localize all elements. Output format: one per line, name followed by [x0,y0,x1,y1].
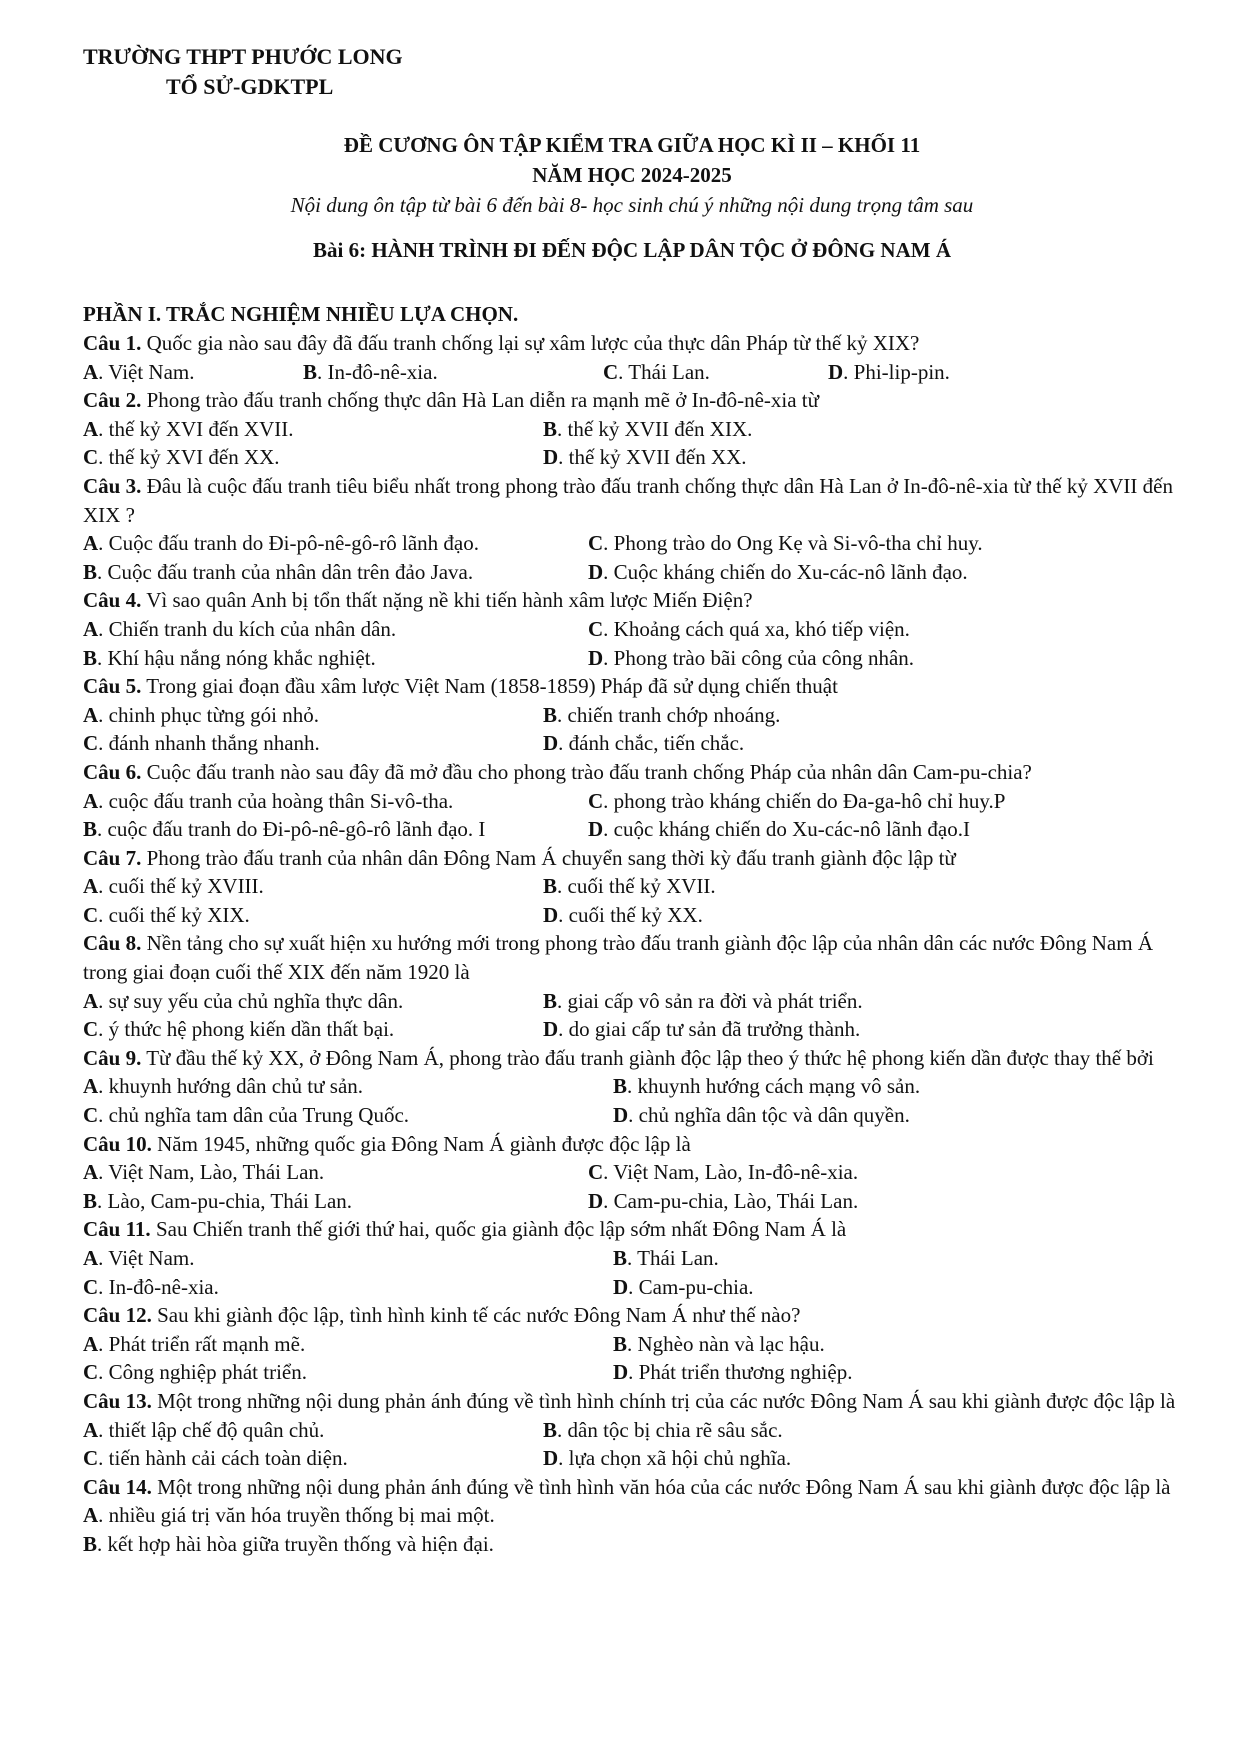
question-3 [83,472,1181,529]
option-letter: B [83,1531,98,1556]
option-c [588,787,1005,816]
option-letter: D [613,1360,629,1385]
option-text: . chinh phục từng gói nhỏ. [98,702,319,727]
option-letter: D [588,645,604,670]
option-letter: B [303,359,318,384]
option-letter: A [83,1246,99,1270]
option-c [588,615,910,644]
option-a [83,1244,195,1273]
option-text: . Phong trào do Ong Kẹ và Si-vô-tha chỉ huy. [603,531,983,556]
option-text: . Nghèo nàn và lạc hậu. [627,1331,825,1356]
option-text: . ý thức hệ phong kiến dần thất bại. [98,1017,395,1042]
option-text: . giai cấp vô sản ra đời và phát triển. [557,988,863,1013]
option-text: . đánh chắc, tiến chắc. [558,731,745,756]
option-d [543,901,703,930]
option-text: . phong trào kháng chiến do Đa-ga-hô chỉ huy.P [603,788,1006,813]
question-text: Đâu là cuộc đấu tranh tiêu biểu nhất trong phong trào đấu tranh chống thực dân Hà Lan ở In-đô-nê-xia từ thế kỷ XVII đến XIX ? [83,473,1173,527]
question-text: Nền tảng cho sự xuất hiện xu hướng mới trong phong trào đấu tranh giành độc lập của nhân dân các nước Đông Nam Á trong giai đoạn cuối thế XIX đến năm 1920 là [83,931,1153,985]
option-letter: D [543,445,559,470]
option-letter: B [83,1188,98,1213]
option-b [543,415,752,444]
option-letter: A [83,1074,99,1099]
option-a [83,1501,495,1530]
option-row [83,1330,1181,1359]
department-name: TỔ SỬ-GDKTPL [166,74,334,99]
option-text: . thế kỷ XVI đến XVII. [98,416,294,441]
option-d [543,1444,791,1473]
option-text: . cuối thế kỷ XIX. [98,902,250,927]
question-label: Câu 11. [83,1217,151,1242]
option-letter: C [588,1160,604,1185]
question-9 [83,1044,1181,1073]
question-13 [83,1387,1181,1416]
option-text: . sự suy yếu của chủ nghĩa thực dân. [98,988,404,1013]
option-row [83,529,1181,558]
review-note: Nội dung ôn tập từ bài 6 đến bài 8- học sinh chú ý những nội dung trọng tâm sau [290,193,974,217]
option-letter: A [83,1503,99,1528]
option-row [83,901,1181,930]
option-text: . lựa chọn xã hội chủ nghĩa. [558,1446,792,1471]
option-d [588,815,970,844]
option-row [83,1444,1181,1473]
option-letter: B [613,1246,628,1270]
option-d [588,558,968,587]
question-text: Trong giai đoạn đầu xâm lược Việt Nam (1858-1859) Pháp đã sử dụng chiến thuật [141,674,838,699]
option-d [543,729,744,758]
option-c [83,1444,348,1473]
option-text: . Chiến tranh du kích của nhân dân. [98,616,397,641]
option-row [83,1501,1181,1530]
option-c [83,1015,394,1044]
option-letter: B [543,988,558,1013]
document-title: ĐỀ CƯƠNG ÔN TẬP KIỂM TRA GIỮA HỌC KÌ II – KHỐI 11 [343,133,921,157]
option-text: . Phong trào bãi công của công nhân. [603,645,915,670]
option-text: . thiết lập chế độ quân chủ. [98,1417,325,1442]
question-text: Năm 1945, những quốc gia Đông Nam Á giành được độc lập là [151,1131,691,1156]
option-letter: D [588,1188,604,1213]
question-text: Một trong những nội dung phản ánh đúng về tình hình văn hóa của các nước Đông Nam Á sau khi giành được độc lập là [151,1474,1171,1499]
option-letter: C [83,445,99,470]
option-row [83,358,1181,387]
option-text: . đánh nhanh thắng nhanh. [98,731,320,756]
option-letter: B [543,416,558,441]
option-d [613,1358,852,1387]
option-row [83,1101,1181,1130]
option-text: . Công nghiệp phát triển. [98,1360,307,1385]
question-label: Câu 13. [83,1388,152,1413]
school-year: NĂM HỌC 2024-2025 [532,163,732,187]
option-text: . Phát triển rất mạnh mẽ. [98,1331,306,1356]
option-text: . Việt Nam, Lào, Thái Lan. [98,1160,325,1185]
option-row [83,987,1181,1016]
question-12 [83,1301,1181,1330]
option-text: . chủ nghĩa dân tộc và dân quyền. [628,1103,910,1128]
option-text: . thế kỷ XVI đến XX. [98,445,280,470]
option-text: . nhiều giá trị văn hóa truyền thống bị mai một. [98,1503,495,1528]
option-text: . Cam-pu-chia. [628,1274,754,1299]
option-letter: B [543,874,558,899]
option-text: . thế kỷ XVII đến XX. [558,445,747,470]
option-row [83,1158,1181,1187]
option-letter: D [613,1103,629,1128]
option-row [83,701,1181,730]
option-d [543,1015,860,1044]
option-c [83,1101,409,1130]
question-11 [83,1215,1181,1244]
option-d [588,644,914,673]
option-a [83,1158,324,1187]
option-b [543,701,780,730]
option-text: . thế kỷ XVII đến XIX. [557,416,753,441]
option-row [83,815,1181,844]
option-row [83,1244,1181,1273]
question-text: Sau Chiến tranh thế giới thứ hai, quốc gia giành độc lập sớm nhất Đông Nam Á là [150,1217,847,1242]
question-label: Câu 7. [83,845,142,870]
option-row [83,787,1181,816]
question-8 [83,929,1181,986]
option-letter: A [83,702,99,727]
option-letter: C [588,531,604,556]
option-d [588,1187,858,1216]
option-row [83,1187,1181,1216]
option-letter: B [83,559,98,584]
option-c [83,443,280,472]
option-text: . cuối thế kỷ XVII. [557,874,716,899]
option-letter: A [83,874,99,899]
lesson-heading: Bài 6: HÀNH TRÌNH ĐI ĐẾN ĐỘC LẬP DÂN TỘC Ở ĐÔNG NAM Á [312,238,951,262]
option-letter: D [588,817,604,842]
option-row [83,1358,1181,1387]
option-letter: A [83,1417,99,1442]
option-text: . Khoảng cách quá xa, khó tiếp viện. [603,616,910,641]
option-text: . Cam-pu-chia, Lào, Thái Lan. [603,1188,859,1213]
option-text: . Thái Lan. [627,1246,719,1270]
option-a [83,529,479,558]
option-text: . Cuộc đấu tranh của nhân dân trên đảo Java. [97,559,474,584]
option-text: . do giai cấp tư sản đã trưởng thành. [558,1017,861,1042]
question-text: Phong trào đấu tranh chống thực dân Hà Lan diễn ra mạnh mẽ ở In-đô-nê-xia từ [141,388,820,413]
option-a [83,1072,363,1101]
option-text: . Cuộc kháng chiến do Xu-các-nô lãnh đạo. [603,559,968,584]
option-letter: C [83,731,99,756]
option-b [83,815,485,844]
option-text: . chiến tranh chớp nhoáng. [557,702,781,727]
option-letter: D [543,1446,559,1471]
option-d [613,1101,910,1130]
option-row [83,1416,1181,1445]
option-row [83,1072,1181,1101]
option-c [83,1273,219,1302]
question-1 [83,329,1181,358]
option-letter: A [83,1331,99,1356]
option-row [83,872,1181,901]
question-label: Câu 6. [83,759,142,784]
option-letter: B [543,702,558,727]
question-text: Vì sao quân Anh bị tổn thất nặng nề khi tiến hành xâm lược Miến Điện? [141,588,753,613]
option-row [83,415,1181,444]
question-14 [83,1473,1181,1502]
option-text: . In-đô-nê-xia. [98,1274,219,1299]
question-label: Câu 5. [83,674,142,699]
option-letter: A [83,1160,99,1185]
option-row [83,1530,1181,1559]
question-text: Quốc gia nào sau đây đã đấu tranh chống lại sự xâm lược của thực dân Pháp từ thế kỷ XIX? [141,331,920,355]
question-5 [83,672,1181,701]
option-letter: C [83,1017,99,1042]
option-text: . Việt Nam. [98,359,195,384]
option-text: . khuynh hướng dân chủ tư sản. [98,1074,364,1099]
option-c [603,358,710,387]
option-letter: C [83,902,99,927]
question-text: Cuộc đấu tranh nào sau đây đã mở đầu cho phong trào đấu tranh chống Pháp của nhân dân Cam-pu-chia? [141,759,1032,784]
question-label: Câu 8. [83,931,142,956]
option-letter: D [613,1274,629,1299]
option-a [83,615,396,644]
option-b [543,987,863,1016]
option-b [543,872,716,901]
option-text: . Việt Nam, Lào, In-đô-nê-xia. [603,1160,859,1185]
option-letter: B [543,1417,558,1442]
option-text: . Phát triển thương nghiệp. [628,1360,853,1385]
option-letter: C [83,1103,99,1128]
option-a [83,1416,324,1445]
option-b [543,1416,783,1445]
option-row [83,644,1181,673]
option-c [83,729,320,758]
option-letter: C [588,788,604,813]
option-text: . In-đô-nê-xia. [317,359,438,384]
option-letter: D [828,359,844,384]
option-letter: A [83,531,99,556]
option-d [613,1273,754,1302]
option-text: . cuối thế kỷ XX. [558,902,703,927]
question-text: Phong trào đấu tranh của nhân dân Đông Nam Á chuyển sang thời kỳ đấu tranh giành độc lập từ [141,845,956,870]
option-letter: C [83,1446,99,1471]
question-label: Câu 12. [83,1303,152,1328]
option-row [83,615,1181,644]
question-text: Từ đầu thế kỷ XX, ở Đông Nam Á, phong trào đấu tranh giành độc lập theo ý thức hệ phong kiến dần được thay thế bởi [141,1045,1154,1070]
option-letter: C [588,616,604,641]
question-label: Câu 4. [83,588,142,613]
option-c [588,1158,858,1187]
option-a [83,701,319,730]
option-text: . Phi-lip-pin. [843,359,950,384]
question-list [83,329,1181,1559]
option-text: . khuynh hướng cách mạng vô sản. [627,1074,921,1099]
question-4 [83,586,1181,615]
school-name: TRƯỜNG THPT PHƯỚC LONG [83,44,403,69]
option-text: . dân tộc bị chia rẽ sâu sắc. [557,1417,783,1442]
question-label: Câu 3. [83,473,142,498]
option-letter: B [83,645,98,670]
option-letter: D [543,902,559,927]
option-text: . tiến hành cải cách toàn diện. [98,1446,348,1471]
question-2 [83,386,1181,415]
option-letter: C [603,359,619,384]
option-a [83,1330,305,1359]
question-label: Câu 10. [83,1131,152,1156]
option-c [83,1358,307,1387]
option-letter: A [83,359,99,384]
option-b [613,1244,719,1273]
question-7 [83,844,1181,873]
option-text: . kết hợp hài hòa giữa truyền thống và hiện đại. [97,1531,494,1556]
option-text: . Cuộc đấu tranh do Đi-pô-nê-gô-rô lãnh đạo. [98,531,479,556]
option-text: . Lào, Cam-pu-chia, Thái Lan. [97,1188,353,1213]
question-text: Một trong những nội dung phản ánh đúng về tình hình chính trị của các nước Đông Nam Á sau khi giành được độc lập là [151,1388,1176,1413]
question-10 [83,1130,1181,1159]
option-b [613,1072,920,1101]
option-text: . cuộc kháng chiến do Xu-các-nô lãnh đạo.I [603,817,970,842]
option-text: . cuộc đấu tranh của hoàng thân Si-vô-tha. [98,788,454,813]
option-a [83,872,264,901]
option-b [83,644,376,673]
question-label: Câu 14. [83,1474,152,1499]
question-label: Câu 1. [83,331,142,355]
option-row [83,1015,1181,1044]
part-heading: PHẦN I. TRẮC NGHIỆM NHIỀU LỰA CHỌN. [83,302,519,326]
option-b [83,1187,352,1216]
option-d [828,358,950,387]
option-letter: B [83,817,98,842]
option-a [83,415,294,444]
option-text: . Việt Nam. [98,1246,195,1270]
option-a [83,358,195,387]
option-letter: A [83,416,99,441]
option-letter: A [83,616,99,641]
question-label: Câu 9. [83,1045,142,1070]
option-letter: A [83,788,99,813]
option-row [83,729,1181,758]
option-text: . cuối thế kỷ XVIII. [98,874,264,899]
option-c [83,901,250,930]
option-a [83,987,403,1016]
option-b [83,558,473,587]
option-letter: C [83,1274,99,1299]
option-b [303,358,438,387]
option-letter: D [543,731,559,756]
option-text: . Khí hậu nắng nóng khắc nghiệt. [97,645,376,670]
option-letter: D [588,559,604,584]
option-b [613,1330,825,1359]
option-letter: B [613,1074,628,1099]
question-text: Sau khi giành độc lập, tình hình kinh tế các nước Đông Nam Á như thế nào? [151,1303,801,1328]
option-letter: D [543,1017,559,1042]
option-letter: C [83,1360,99,1385]
question-6 [83,758,1181,787]
option-a [83,787,453,816]
option-text: . chủ nghĩa tam dân của Trung Quốc. [98,1103,410,1128]
option-row [83,443,1181,472]
option-d [543,443,747,472]
question-label: Câu 2. [83,388,142,413]
option-c [588,529,983,558]
option-row [83,558,1181,587]
option-row [83,1273,1181,1302]
option-letter: B [613,1331,628,1356]
option-b [83,1530,494,1559]
option-text: . Thái Lan. [618,359,710,384]
option-letter: A [83,988,99,1013]
option-text: . cuộc đấu tranh do Đi-pô-nê-gô-rô lãnh đạo. I [97,817,486,842]
